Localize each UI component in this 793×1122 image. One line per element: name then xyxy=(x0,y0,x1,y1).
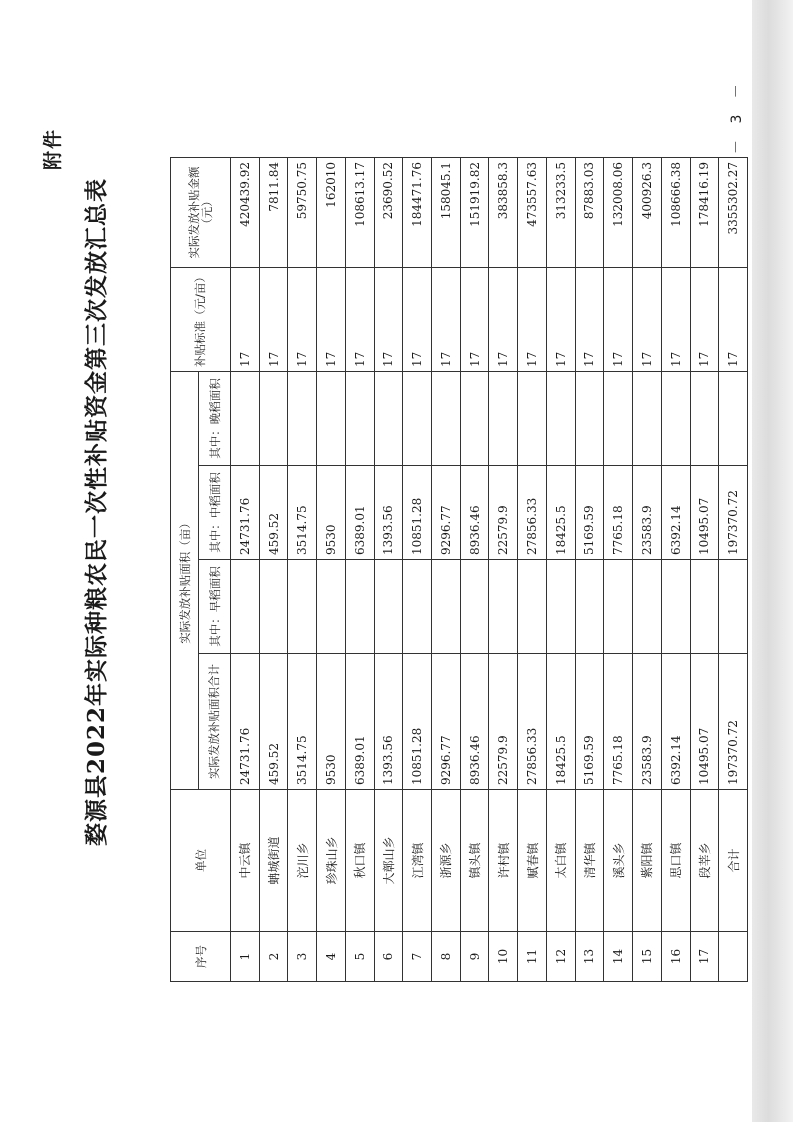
row-seq: 5 xyxy=(345,932,374,982)
row-early-area xyxy=(374,560,403,654)
row-early-area xyxy=(489,560,518,654)
row-middle-area: 1393.56 xyxy=(374,466,403,560)
row-area-total: 6392.14 xyxy=(661,654,690,790)
row-seq: 1 xyxy=(231,932,260,982)
row-unit: 镇头镇 xyxy=(460,790,489,932)
row-seq: 2 xyxy=(259,932,288,982)
row-amount: 151919.82 xyxy=(460,158,489,268)
row-seq: 14 xyxy=(604,932,633,982)
row-middle-area: 10851.28 xyxy=(403,466,432,560)
table-row xyxy=(460,158,489,982)
row-early-area xyxy=(518,560,547,654)
row-amount: 132008.06 xyxy=(604,158,633,268)
total-late-area xyxy=(719,372,748,466)
row-unit: 溪头乡 xyxy=(604,790,633,932)
header-area-total: 实际发放补贴面积合计 xyxy=(199,654,231,790)
row-area-total: 9530 xyxy=(317,654,346,790)
row-early-area xyxy=(690,560,719,654)
row-seq: 17 xyxy=(690,932,719,982)
table-row xyxy=(317,158,346,982)
row-early-area xyxy=(345,560,374,654)
document-title: 婺源县2022年实际种粮农民一次性补贴资金第三次发放汇总表 xyxy=(83,178,110,847)
row-amount: 473557.63 xyxy=(518,158,547,268)
row-middle-area: 459.52 xyxy=(259,466,288,560)
row-area-total: 1393.56 xyxy=(374,654,403,790)
row-early-area xyxy=(231,560,260,654)
header-standard: 补贴标准（元/亩） xyxy=(171,268,231,372)
row-amount: 108613.17 xyxy=(345,158,374,268)
row-middle-area: 7765.18 xyxy=(604,466,633,560)
table-row xyxy=(518,158,547,982)
row-middle-area: 6392.14 xyxy=(661,466,690,560)
row-amount: 23690.52 xyxy=(374,158,403,268)
page-number: － 3 － xyxy=(729,78,745,154)
row-early-area xyxy=(575,560,604,654)
row-unit: 紫阳镇 xyxy=(633,790,662,932)
row-amount: 420439.92 xyxy=(231,158,260,268)
row-area-total: 6389.01 xyxy=(345,654,374,790)
row-middle-area: 18425.5 xyxy=(546,466,575,560)
row-standard: 17 xyxy=(575,268,604,372)
row-unit: 赋春镇 xyxy=(518,790,547,932)
row-late-area xyxy=(403,372,432,466)
row-middle-area: 23583.9 xyxy=(633,466,662,560)
row-unit: 珍珠山乡 xyxy=(317,790,346,932)
row-standard: 17 xyxy=(518,268,547,372)
total-standard: 17 xyxy=(719,268,748,372)
total-label: 合计 xyxy=(719,790,748,932)
row-late-area xyxy=(690,372,719,466)
row-standard: 17 xyxy=(403,268,432,372)
header-early: 其中：早稻面积 xyxy=(199,560,231,654)
row-amount: 108666.38 xyxy=(661,158,690,268)
row-early-area xyxy=(432,560,461,654)
row-seq: 3 xyxy=(288,932,317,982)
row-unit: 太白镇 xyxy=(546,790,575,932)
row-middle-area: 6389.01 xyxy=(345,466,374,560)
row-standard: 17 xyxy=(374,268,403,372)
row-early-area xyxy=(633,560,662,654)
row-late-area xyxy=(518,372,547,466)
row-standard: 17 xyxy=(546,268,575,372)
row-amount: 313233.5 xyxy=(546,158,575,268)
total-area: 197370.72 xyxy=(719,654,748,790)
header-late: 其中：晚稻面积 xyxy=(199,372,231,466)
table-row xyxy=(403,158,432,982)
row-seq: 4 xyxy=(317,932,346,982)
row-late-area xyxy=(575,372,604,466)
row-area-total: 23583.9 xyxy=(633,654,662,790)
row-seq: 13 xyxy=(575,932,604,982)
row-seq: 6 xyxy=(374,932,403,982)
row-standard: 17 xyxy=(231,268,260,372)
row-seq: 11 xyxy=(518,932,547,982)
row-seq: 16 xyxy=(661,932,690,982)
row-late-area xyxy=(317,372,346,466)
row-area-total: 8936.46 xyxy=(460,654,489,790)
table-row xyxy=(690,158,719,982)
total-middle-area: 197370.72 xyxy=(719,466,748,560)
row-amount: 162010 xyxy=(317,158,346,268)
row-standard: 17 xyxy=(288,268,317,372)
total-row xyxy=(719,158,748,982)
row-late-area xyxy=(345,372,374,466)
row-area-total: 22579.9 xyxy=(489,654,518,790)
row-unit: 清华镇 xyxy=(575,790,604,932)
table-row xyxy=(288,158,317,982)
row-standard: 17 xyxy=(317,268,346,372)
row-seq: 15 xyxy=(633,932,662,982)
row-unit: 江湾镇 xyxy=(403,790,432,932)
row-amount: 7811.84 xyxy=(259,158,288,268)
row-late-area xyxy=(460,372,489,466)
row-amount: 383858.3 xyxy=(489,158,518,268)
row-middle-area: 27856.33 xyxy=(518,466,547,560)
row-late-area xyxy=(259,372,288,466)
row-area-total: 10851.28 xyxy=(403,654,432,790)
header-unit: 单位 xyxy=(171,790,231,932)
row-unit: 许村镇 xyxy=(489,790,518,932)
row-area-total: 3514.75 xyxy=(288,654,317,790)
row-area-total: 5169.59 xyxy=(575,654,604,790)
row-area-total: 24731.76 xyxy=(231,654,260,790)
table-row xyxy=(432,158,461,982)
row-amount: 400926.3 xyxy=(633,158,662,268)
row-amount: 158045.1 xyxy=(432,158,461,268)
row-late-area xyxy=(633,372,662,466)
row-standard: 17 xyxy=(432,268,461,372)
table-row xyxy=(633,158,662,982)
header-seq: 序号 xyxy=(171,932,231,982)
row-middle-area: 8936.46 xyxy=(460,466,489,560)
header-area-group: 实际发放补贴面积（亩） xyxy=(171,372,199,790)
table-row xyxy=(489,158,518,982)
row-late-area xyxy=(288,372,317,466)
row-standard: 17 xyxy=(690,268,719,372)
row-middle-area: 5169.59 xyxy=(575,466,604,560)
row-middle-area: 3514.75 xyxy=(288,466,317,560)
row-standard: 17 xyxy=(633,268,662,372)
row-early-area xyxy=(317,560,346,654)
row-unit: 蚺城街道 xyxy=(259,790,288,932)
row-standard: 17 xyxy=(604,268,633,372)
row-late-area xyxy=(374,372,403,466)
row-early-area xyxy=(403,560,432,654)
row-area-total: 27856.33 xyxy=(518,654,547,790)
row-amount: 184471.76 xyxy=(403,158,432,268)
row-early-area xyxy=(546,560,575,654)
row-unit: 中云镇 xyxy=(231,790,260,932)
row-area-total: 18425.5 xyxy=(546,654,575,790)
table-row xyxy=(259,158,288,982)
table-row xyxy=(661,158,690,982)
row-amount: 178416.19 xyxy=(690,158,719,268)
row-standard: 17 xyxy=(259,268,288,372)
row-early-area xyxy=(661,560,690,654)
row-standard: 17 xyxy=(661,268,690,372)
row-middle-area: 9296.77 xyxy=(432,466,461,560)
row-seq: 7 xyxy=(403,932,432,982)
row-unit: 大鄣山乡 xyxy=(374,790,403,932)
row-late-area xyxy=(661,372,690,466)
row-amount: 59750.75 xyxy=(288,158,317,268)
row-late-area xyxy=(604,372,633,466)
table-row xyxy=(345,158,374,982)
row-unit: 思口镇 xyxy=(661,790,690,932)
header-amount: 实际发放补贴金额（元） xyxy=(171,158,231,268)
row-area-total: 10495.07 xyxy=(690,654,719,790)
table-row xyxy=(546,158,575,982)
total-amount: 3355302.27 xyxy=(719,158,748,268)
row-seq: 12 xyxy=(546,932,575,982)
row-late-area xyxy=(546,372,575,466)
row-early-area xyxy=(288,560,317,654)
row-standard: 17 xyxy=(460,268,489,372)
row-late-area xyxy=(489,372,518,466)
row-middle-area: 9530 xyxy=(317,466,346,560)
row-amount: 87883.03 xyxy=(575,158,604,268)
table-row xyxy=(604,158,633,982)
total-early-area xyxy=(719,560,748,654)
row-seq: 10 xyxy=(489,932,518,982)
row-area-total: 7765.18 xyxy=(604,654,633,790)
row-late-area xyxy=(231,372,260,466)
subsidy-summary-table xyxy=(170,157,748,982)
row-late-area xyxy=(432,372,461,466)
row-unit: 段莘乡 xyxy=(690,790,719,932)
attachment-label: 附件 xyxy=(42,127,64,170)
row-standard: 17 xyxy=(489,268,518,372)
row-area-total: 459.52 xyxy=(259,654,288,790)
row-early-area xyxy=(460,560,489,654)
row-unit: 秋口镇 xyxy=(345,790,374,932)
total-seq xyxy=(719,932,748,982)
row-unit: 浙源乡 xyxy=(432,790,461,932)
row-middle-area: 10495.07 xyxy=(690,466,719,560)
row-seq: 8 xyxy=(432,932,461,982)
table-row xyxy=(374,158,403,982)
table-row xyxy=(231,158,260,982)
row-middle-area: 24731.76 xyxy=(231,466,260,560)
header-middle: 其中：中稻面积 xyxy=(199,466,231,560)
row-early-area xyxy=(259,560,288,654)
row-early-area xyxy=(604,560,633,654)
row-unit: 沱川乡 xyxy=(288,790,317,932)
row-standard: 17 xyxy=(345,268,374,372)
table-row xyxy=(575,158,604,982)
row-seq: 9 xyxy=(460,932,489,982)
row-area-total: 9296.77 xyxy=(432,654,461,790)
row-middle-area: 22579.9 xyxy=(489,466,518,560)
